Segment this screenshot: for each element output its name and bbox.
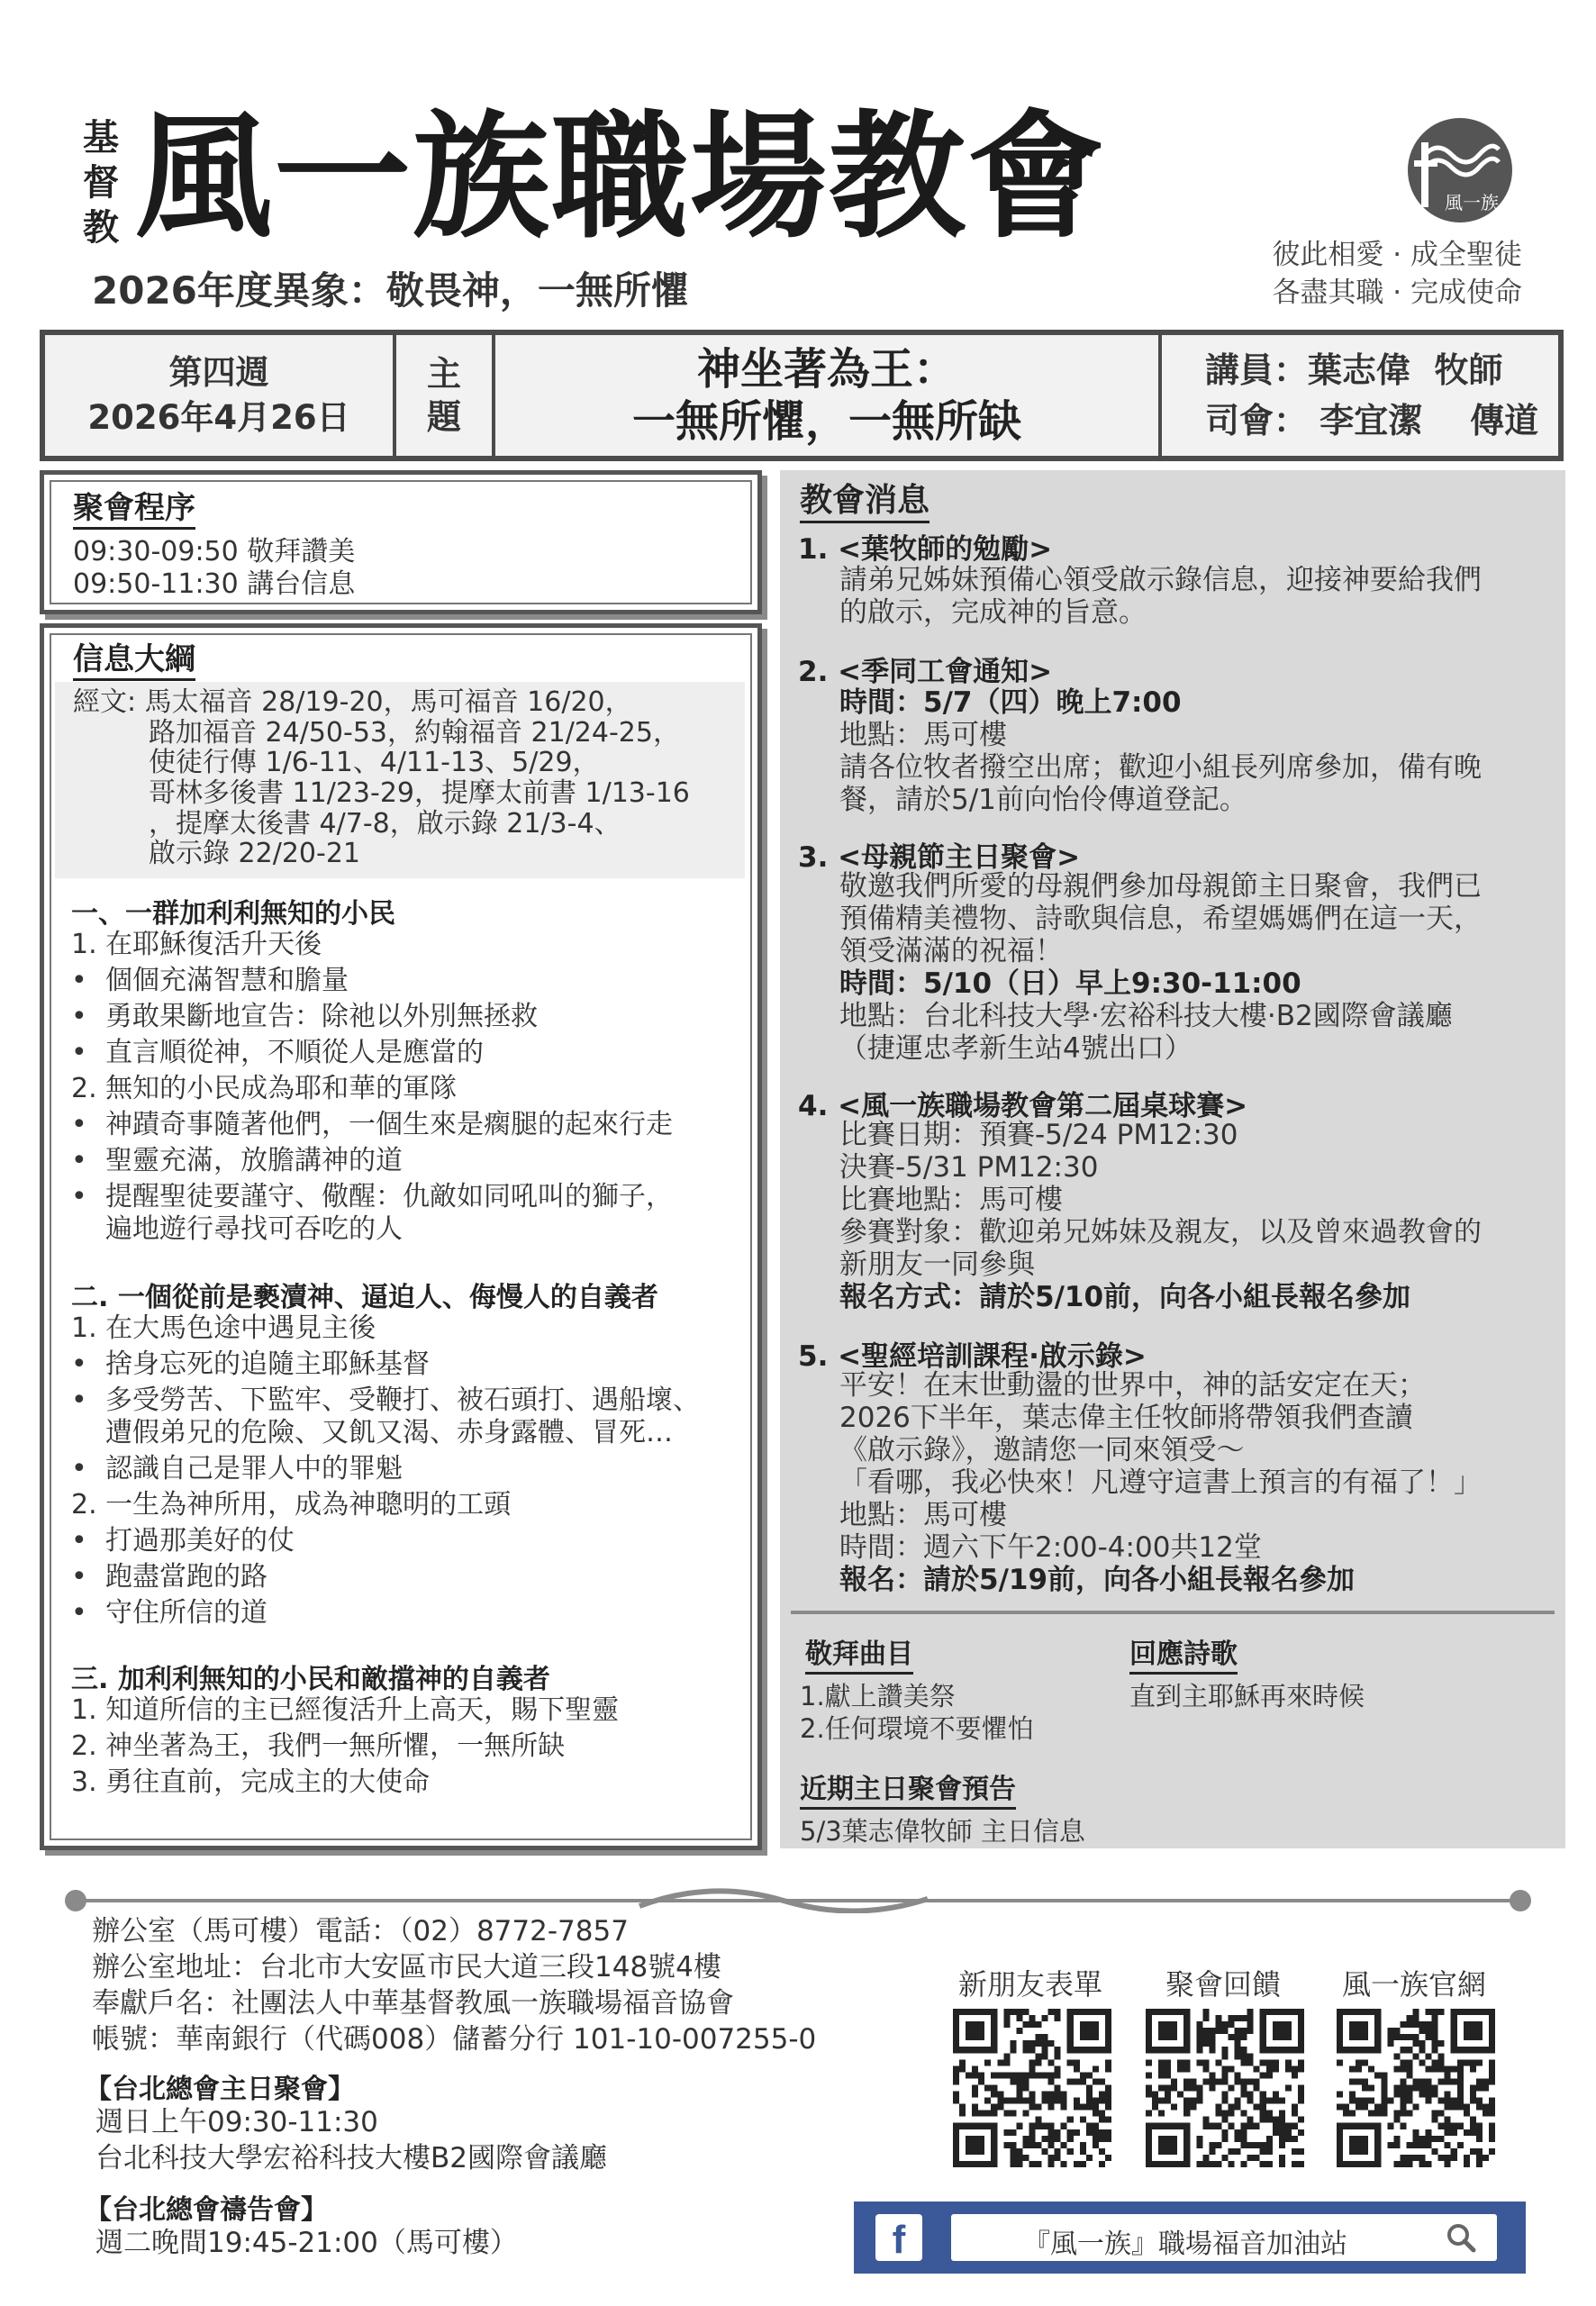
- qr-label-new-friend: 新朋友表單: [957, 1967, 1102, 2002]
- qr-label-feedback: 聚會回饋: [1165, 1967, 1281, 2002]
- motto-line: 各盡其職 · 完成使命: [1272, 277, 1522, 309]
- sunday-service-venue: 台北科技大學宏裕科技大樓B2國際會議廳: [95, 2142, 607, 2174]
- upcoming-service: 5/3葉志偉牧師 主日信息: [800, 1816, 1085, 1847]
- outline-point: 2. 無知的小民成為耶和華的軍隊: [71, 1073, 458, 1104]
- outline-bullet: • 直言順從神，不順從人是應當的: [71, 1035, 484, 1071]
- host-name: 司會： 李宜潔 傳道: [1205, 401, 1539, 440]
- news-line: 報名：請於5/19前，向各小組長報名參加: [839, 1564, 1356, 1596]
- sunday-service-title: 【台北總會主日聚會】: [85, 2074, 355, 2105]
- facebook-search-bar[interactable]: [854, 2202, 1526, 2274]
- outline-title: 信息大綱: [73, 640, 195, 681]
- new-friend-form-qr-icon[interactable]: [953, 2009, 1111, 2167]
- outline-heading: 二. 一個從前是褻瀆神、逼迫人、侮慢人的自義者: [71, 1282, 658, 1313]
- office-phone: 辦公室（馬可樓）電話：（02）8772-7857: [92, 1915, 629, 1947]
- facebook-icon[interactable]: f: [875, 2214, 922, 2261]
- church-motto: [1252, 236, 1522, 312]
- church-logo-icon: [1405, 115, 1515, 225]
- response-song-title: 回應詩歌: [1129, 1638, 1238, 1675]
- prayer-meeting-title: 【台北總會禱告會】: [85, 2194, 328, 2226]
- outline-bullet: • 捨身忘死的追隨主耶穌基督: [71, 1347, 430, 1383]
- outline-point: 2. 神坐著為王，我們一無所懼，一無所缺: [71, 1730, 566, 1762]
- theme-label-char: 題: [426, 397, 461, 437]
- facebook-search-box[interactable]: [951, 2214, 1497, 2261]
- scripture-line: 使徒行傳 1/6-11、4/11-13、5/29，: [149, 747, 600, 778]
- scripture-line: 路加福音 24/50-53，約翰福音 21/24-25，: [149, 717, 680, 749]
- logo-text: 風一族: [1445, 192, 1499, 213]
- theme-label-cell: [396, 335, 495, 456]
- news-line: 敬邀我們所愛的母親們參加母親節主日聚會，我們已: [839, 870, 1482, 903]
- prayer-meeting-time: 週二晚間19:45-21:00（馬可樓）: [95, 2227, 518, 2259]
- news-line: 「看哪，我必快來！凡遵守這書上預言的有福了！」: [839, 1466, 1482, 1499]
- news-heading: 1. <葉牧師的勉勵>: [798, 533, 1053, 566]
- outline-bullet: • 跑盡當跑的路: [71, 1559, 268, 1595]
- outline-bullet: • 多受勞苦、下監牢、受鞭打、被石頭打、遇船壞、: [71, 1383, 700, 1419]
- outline-bullet: • 提醒聖徒要謹守、儆醒：仇敵如同吼叫的獅子，: [71, 1179, 673, 1215]
- sermon-title-cell: [495, 335, 1162, 456]
- scripture-line: 啟示錄 22/20-21: [149, 838, 360, 869]
- bank-account: 帳號：華南銀行（代碼008）儲蓄分行 101-10-007255-0: [92, 2023, 817, 2056]
- footer-divider: [63, 1888, 1533, 1913]
- outline-bullet-continued: 遭假弟兄的危險、又飢又渴、赤身露體、冒死…: [105, 1417, 673, 1448]
- office-address: 辦公室地址：台北市大安區市民大道三段148號4樓: [92, 1951, 721, 1984]
- sermon-title-line: 一無所懼，一無所缺: [631, 396, 1021, 447]
- motto-line: 彼此相愛 · 成全聖徒: [1272, 239, 1522, 271]
- week-date-cell: [45, 335, 396, 456]
- outline-bullet: • 神蹟奇事隨著他們，一個生來是瘸腿的起來行走: [71, 1107, 673, 1143]
- program-item: 09:50-11:30 講台信息: [73, 568, 356, 600]
- news-line: 報名方式：請於5/10前，向各小組長報名參加: [839, 1281, 1411, 1313]
- upcoming-services-title: 近期主日聚會預告: [800, 1773, 1016, 1810]
- news-line: 請弟兄姊妹預備心領受啟示錄信息，迎接神要給我們: [839, 564, 1482, 596]
- news-line: 時間：5/10（日）早上9:30-11:00: [839, 967, 1301, 1000]
- header-prefix-char: 教: [83, 207, 119, 249]
- church-title: 風一族職場教會: [135, 97, 1106, 257]
- outline-point: 1. 在大馬色途中遇見主後: [71, 1312, 376, 1344]
- outline-heading: 一、一群加利利無知的小民: [71, 898, 395, 930]
- news-line: 新朋友一同參與: [839, 1248, 1035, 1281]
- news-line: 比賽地點：馬可樓: [839, 1184, 1063, 1216]
- news-line: 地點：馬可樓: [839, 719, 1007, 751]
- program-title: 聚會程序: [73, 489, 195, 530]
- outline-bullet: • 認識自己是罪人中的罪魁: [71, 1451, 403, 1487]
- theme-bar: [40, 330, 1564, 461]
- news-line: 決賽-5/31 PM12:30: [839, 1151, 1099, 1184]
- donation-account-name: 奉獻戶名：社團法人中華基督教風一族職場福音協會: [92, 1987, 734, 2020]
- outline-bullet: • 勇敢果斷地宣告：除祂以外別無拯救: [71, 999, 538, 1035]
- header-prefix-char: 督: [83, 162, 119, 204]
- website-qr-icon[interactable]: [1337, 2009, 1495, 2167]
- news-line: 餐，請於5/1前向怡伶傳道登記。: [839, 784, 1247, 816]
- outline-point: 1. 在耶穌復活升天後: [71, 929, 322, 960]
- header-prefix-char: 基: [83, 117, 119, 159]
- outline-bullet: • 打過那美好的仗: [71, 1523, 295, 1559]
- news-line: 比賽日期：預賽-5/24 PM12:30: [839, 1119, 1238, 1151]
- outline-point: 1. 知道所信的主已經復活升上高天，賜下聖靈: [71, 1694, 620, 1726]
- news-line: （捷運忠孝新生站4號出口）: [839, 1032, 1192, 1065]
- news-line: 2026下半年，葉志偉主任牧師將帶領我們查讀: [839, 1402, 1413, 1434]
- outline-bullet: • 聖靈充滿，放膽講神的道: [71, 1143, 403, 1179]
- qr-label-website: 風一族官網: [1341, 1967, 1486, 2002]
- news-line: 請各位牧者撥空出席；歡迎小組長列席參加，備有晚: [839, 751, 1482, 784]
- outline-bullet-continued: 遍地遊行尋找可吞吃的人: [105, 1213, 403, 1245]
- program-item: 09:30-09:50 敬拜讚美: [73, 536, 356, 567]
- sunday-service-time: 週日上午09:30-11:30: [95, 2106, 378, 2138]
- news-line: 時間：週六下午2:00-4:00共12堂: [839, 1531, 1262, 1564]
- news-line: 參賽對象：歡迎弟兄姊妹及親友，以及曾來過教會的: [839, 1216, 1482, 1248]
- news-line: 《啟示錄》，邀請您一同來領受～: [839, 1434, 1245, 1466]
- worship-songs-title: 敬拜曲目: [805, 1638, 913, 1675]
- feedback-qr-icon[interactable]: [1146, 2009, 1304, 2167]
- news-line: 地點：馬可樓: [839, 1499, 1007, 1531]
- theme-label-char: 主: [426, 354, 461, 394]
- news-line: 預備精美禮物、詩歌與信息，希望媽媽們在這一天，: [839, 903, 1482, 935]
- outline-heading: 三. 加利利無知的小民和敵擋神的自義者: [71, 1664, 550, 1695]
- news-line: 地點：台北科技大學·宏裕科技大樓·B2國際會議廳: [839, 1000, 1453, 1032]
- outline-point: 3. 勇往直前，完成主的大使命: [71, 1766, 431, 1798]
- header-prefix: [83, 115, 124, 250]
- news-line: 平安！在末世動盪的世界中，神的話安定在天；: [839, 1369, 1426, 1402]
- news-title: 教會消息: [800, 481, 929, 523]
- news-heading: 3. <母親節主日聚會>: [798, 841, 1081, 874]
- facebook-page-name: 『風一族』職場福音加油站: [1023, 2229, 1347, 2260]
- news-divider: [791, 1611, 1555, 1614]
- news-heading: 5. <聖經培訓課程·啟示錄>: [798, 1340, 1147, 1373]
- speaker-cell: [1162, 335, 1558, 456]
- news-heading: 2. <季同工會通知>: [798, 656, 1053, 688]
- worship-song: 2.任何環境不要懼怕: [800, 1713, 1034, 1744]
- news-line: 領受滿滿的祝福！: [839, 935, 1063, 967]
- outline-bullet: • 守住所信的道: [71, 1595, 268, 1631]
- scripture-line: ，提摩太後書 4/7-8，啟示錄 21/3-4、: [149, 808, 621, 840]
- church-news-panel: [780, 470, 1565, 1848]
- scripture-line: 哥林多後書 11/23-29，提摩太前書 1/13-16: [149, 777, 690, 809]
- program-box: [40, 470, 762, 614]
- sermon-outline-box: [40, 623, 762, 1850]
- outline-point: 2. 一生為神所用，成為神聰明的工頭: [71, 1489, 512, 1521]
- service-date: 2026年4月26日: [87, 398, 350, 437]
- week-label: 第四週: [168, 353, 269, 392]
- news-line: 的啟示，完成神的旨意。: [839, 596, 1147, 629]
- search-icon[interactable]: [1445, 2221, 1477, 2254]
- scripture-line: 經文: 馬太福音 28/19-20，馬可福音 16/20，: [73, 686, 632, 718]
- response-song: 直到主耶穌再來時候: [1129, 1681, 1365, 1711]
- speaker-name: 講員：葉志偉 牧師: [1205, 350, 1503, 390]
- worship-song: 1.獻上讚美祭: [800, 1681, 956, 1711]
- sermon-title-line: 神坐著為王：: [696, 344, 957, 395]
- news-heading: 4. <風一族職場教會第二屆桌球賽>: [798, 1090, 1248, 1122]
- annual-vision: 2026年度異象：敬畏神，一無所懼: [92, 268, 689, 313]
- outline-bullet: • 個個充滿智慧和膽量: [71, 963, 349, 999]
- news-line: 時間：5/7（四）晚上7:00: [839, 686, 1182, 719]
